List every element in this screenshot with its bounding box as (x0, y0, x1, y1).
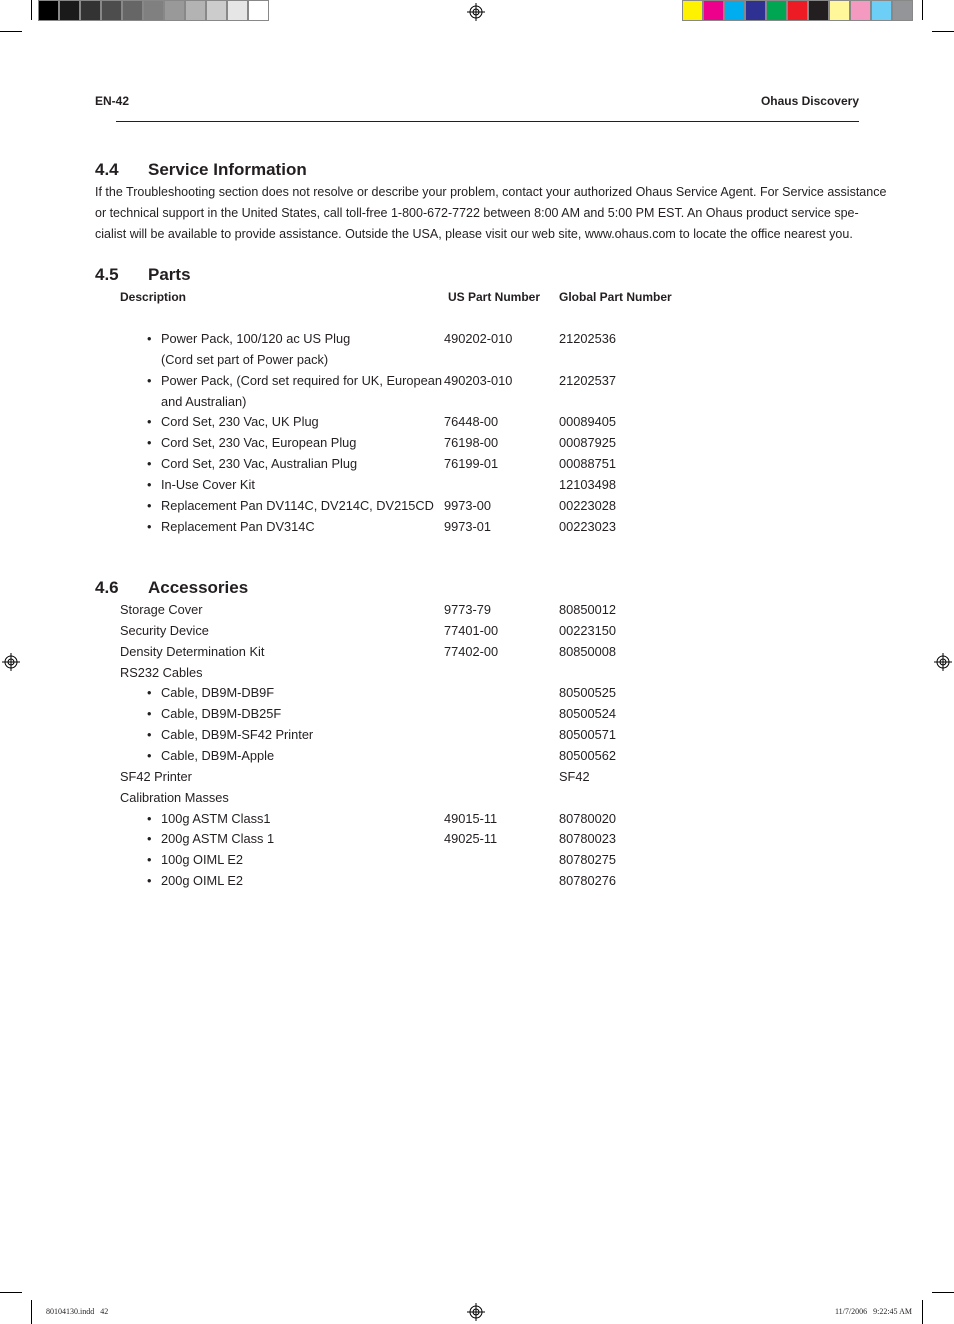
color-swatch (850, 0, 871, 21)
us-part-number: 49015-11 (444, 810, 498, 826)
bullet: • (147, 831, 152, 847)
us-part-number: 76448-00 (444, 414, 499, 430)
item-description: Power Pack, 100/120 ac US Plug (161, 331, 351, 346)
color-swatch (745, 0, 766, 21)
color-swatch (59, 0, 80, 21)
registration-mark-icon (467, 1303, 485, 1321)
crop-mark (31, 1300, 32, 1324)
crop-mark (922, 1300, 923, 1324)
page-number: EN-42 (95, 94, 130, 108)
color-swatch (206, 0, 227, 21)
color-swatch (829, 0, 850, 21)
paragraph-line: cialist will be available to provide assistance. Outside the USA, please visit our web site, www.ohaus.com to locate the office nearest you. (95, 226, 853, 241)
global-part-number: 12103498 (559, 476, 616, 492)
color-swatch (122, 0, 143, 21)
global-part-number: 80850012 (559, 602, 616, 617)
us-part-number: 76198-00 (444, 435, 499, 451)
global-part-number: 00088751 (559, 456, 616, 472)
color-swatch (164, 0, 185, 21)
bullet: • (147, 456, 152, 472)
color-swatch (787, 0, 808, 21)
bullet: • (147, 810, 152, 826)
item-description: Cord Set, 230 Vac, UK Plug (161, 414, 319, 430)
item-description: Cable, DB9M-DB9F (161, 685, 275, 701)
global-part-number: SF42 (559, 768, 590, 784)
global-part-number: 80850008 (559, 643, 616, 659)
global-part-number: 00087925 (559, 435, 616, 451)
crop-mark (932, 1292, 954, 1293)
us-part-number: 77401-00 (444, 622, 499, 638)
global-part-number: 80500525 (559, 685, 616, 701)
global-part-number: 80780023 (559, 831, 616, 847)
item-description: and Australian) (161, 393, 247, 409)
paragraph-line: or technical support in the United States, call toll-free 1-800-672-7722 between 8:00 AM and 5:00 PM EST. An Ohaus product service spe- (95, 205, 859, 220)
item-description: RS232 Cables (120, 664, 203, 680)
color-swatch (38, 0, 59, 21)
section-number: 4.4 (95, 160, 119, 179)
color-swatch (248, 0, 269, 21)
global-part-number: 80780275 (559, 852, 616, 868)
bullet: • (147, 727, 152, 743)
color-swatch (724, 0, 745, 21)
crop-mark (922, 0, 923, 20)
us-part-number: 76199-01 (444, 456, 499, 472)
bullet: • (147, 372, 152, 388)
global-part-number: 00223150 (559, 622, 616, 638)
item-description: Calibration Masses (120, 789, 229, 805)
process-color-bar (682, 0, 914, 22)
color-swatch (703, 0, 724, 21)
global-part-number: 80500571 (559, 727, 616, 743)
color-swatch (892, 0, 913, 21)
global-part-number: 80500524 (559, 706, 616, 722)
bullet: • (147, 331, 152, 346)
color-swatch (808, 0, 829, 21)
color-swatch (80, 0, 101, 21)
color-swatch (185, 0, 206, 21)
registration-mark-icon (2, 653, 20, 671)
gray-color-bar (38, 0, 272, 22)
registration-mark-icon (467, 3, 485, 21)
item-description: Cable, DB9M-Apple (161, 747, 275, 763)
item-description: (Cord set part of Power pack) (161, 351, 329, 367)
bullet: • (147, 685, 152, 701)
us-part-number: 490203-010 (444, 372, 513, 388)
global-part-number: 21202537 (559, 372, 616, 388)
item-description: Security Device (120, 622, 209, 638)
column-header-description: Description (120, 290, 187, 304)
crop-mark (0, 31, 22, 32)
item-description: Cable, DB9M-SF42 Printer (161, 727, 314, 743)
crop-mark (932, 31, 954, 32)
us-part-number: 490202-010 (444, 331, 513, 346)
section-number: 4.5 (95, 265, 119, 284)
color-swatch (766, 0, 787, 21)
crop-mark (0, 1292, 22, 1293)
item-description: Storage Cover (120, 602, 203, 617)
section-title: Service Information (148, 160, 307, 179)
registration-mark-icon (934, 653, 952, 671)
item-description: Replacement Pan DV314C (161, 518, 315, 534)
global-part-number: 80500562 (559, 747, 616, 763)
item-description: SF42 Printer (120, 768, 192, 784)
item-description: 200g ASTM Class 1 (161, 831, 275, 847)
item-description: Replacement Pan DV114C, DV214C, DV215CD (161, 497, 434, 513)
bullet: • (147, 747, 152, 763)
item-description: In-Use Cover Kit (161, 476, 255, 492)
bullet: • (147, 497, 152, 513)
section-title: Accessories (148, 578, 249, 597)
us-part-number: 49025-11 (444, 831, 498, 847)
bullet: • (147, 414, 152, 430)
us-part-number: 9773-79 (444, 602, 491, 617)
item-description: Density Determination Kit (120, 643, 265, 659)
us-part-number: 9973-00 (444, 497, 491, 513)
global-part-number: 21202536 (559, 331, 616, 346)
section-number: 4.6 (95, 578, 119, 597)
item-description: Cable, DB9M-DB25F (161, 706, 282, 722)
color-swatch (871, 0, 892, 21)
timestamp-slug: 11/7/2006 9:22:45 AM (834, 1307, 912, 1316)
service-paragraph (95, 182, 887, 244)
item-description: 100g OIML E2 (161, 852, 244, 868)
paragraph-line: If the Troubleshooting section does not resolve or describe your problem, contact your authorized Ohaus Service Agent. For Service assistance (95, 185, 887, 199)
global-part-number: 00089405 (559, 414, 616, 430)
us-part-number: 77402-00 (444, 643, 499, 659)
item-description: Power Pack, (Cord set required for UK, European (161, 372, 442, 388)
file-slug: 80104130.indd 42 (46, 1307, 109, 1316)
global-part-number: 80780276 (559, 873, 616, 889)
header-rule (116, 121, 859, 122)
global-part-number: 00223028 (559, 497, 616, 513)
color-swatch (101, 0, 122, 21)
item-description: 100g ASTM Class1 (161, 810, 271, 826)
us-part-number: 9973-01 (444, 518, 491, 534)
bullet: • (147, 706, 152, 722)
bullet: • (147, 476, 152, 492)
item-description: 200g OIML E2 (161, 873, 244, 889)
bullet: • (147, 435, 152, 451)
color-swatch (682, 0, 703, 21)
item-description: Cord Set, 230 Vac, Australian Plug (161, 456, 358, 472)
bullet: • (147, 518, 152, 534)
global-part-number: 80780020 (559, 810, 616, 826)
bullet: • (147, 852, 152, 868)
color-swatch (227, 0, 248, 21)
item-description: Cord Set, 230 Vac, European Plug (161, 435, 357, 451)
running-title: Ohaus Discovery (760, 94, 859, 108)
color-swatch (143, 0, 164, 21)
crop-mark (31, 0, 32, 20)
column-header-us-part: US Part Number (448, 290, 541, 304)
section-title: Parts (148, 265, 191, 284)
bullet: • (147, 873, 152, 889)
column-header-global-part: Global Part Number (559, 290, 672, 304)
global-part-number: 00223023 (559, 518, 616, 534)
